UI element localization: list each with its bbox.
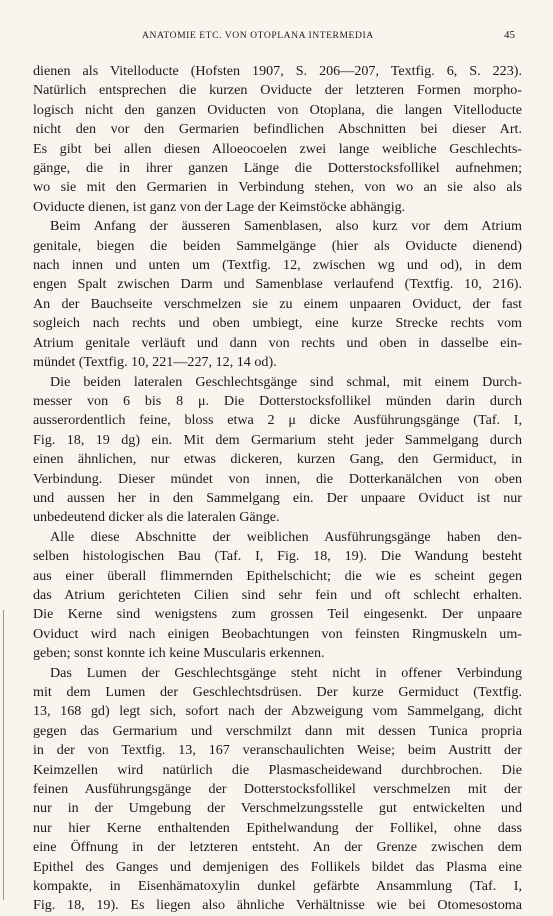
running-title: ANATOMIE ETC. VON OTOPLANA INTERMEDIA xyxy=(142,30,374,41)
text-line: das Atrium gerichteten Cilien sind sehr fein und oft schlecht erhalten. xyxy=(33,586,522,603)
text-line: Oviducte dienen, ist ganz von der Lage der Keimstöcke abhängig. xyxy=(33,198,406,215)
text-line: geben; sonst konnte ich keine Muscularis erkennen. xyxy=(33,645,325,662)
body-text xyxy=(33,62,522,916)
text-line: nur in der Umgebung der Verschmelzungsstelle gut entwickelten und xyxy=(33,800,522,817)
text-line: Die Kerne sind wenigstens zum grossen Teil eingesenkt. Der unpaare xyxy=(33,606,522,623)
text-line: An der Bauchseite verschmelzen sie zu einem unpaaren Oviduct, der fast xyxy=(33,295,522,312)
text-line: Es gibt bei allen diesen Alloeocoelen zwei lange weibliche Geschlechts- xyxy=(33,140,522,157)
text-line: nur hier Kerne enthaltenden Epithelwandung der Follikel, ohne dass xyxy=(33,819,522,836)
text-line: 13, 168 gd) legt sich, sofort nach der Abzweigung vom Sammelgang, dicht xyxy=(33,703,522,720)
text-line: in der von Textfig. 13, 167 veranschaulichten Weise; beim Austritt der xyxy=(33,742,522,759)
paragraph-4 xyxy=(33,528,522,664)
page-number: 45 xyxy=(504,29,515,41)
text-line: wo sie mit den Germarien in Verbindung stehen, von wo an sie also als xyxy=(33,179,522,196)
text-line: Fig. 18, 19). Es liegen also ähnliche Verhältnisse wie bei Otomesostoma xyxy=(33,897,522,914)
text-line: und aussen her in den Sammelgang ein. Der unpaare Oviduct ist nur xyxy=(33,489,522,506)
text-line: Keimzellen wird natürlich die Plasmascheidewand durchbrochen. Die xyxy=(33,761,522,778)
text-line: sogleich nach rechts und oben umbiegt, eine kurze Strecke rechts vom xyxy=(33,315,522,332)
text-line: ausserordentlich feine, bloss etwa 2 μ dicke Ausführungsgänge (Taf. I, xyxy=(33,412,522,429)
text-line: Epithel des Ganges und demjenigen des Follikels bildet das Plasma eine xyxy=(33,858,522,875)
paragraph-1 xyxy=(33,62,522,217)
text-line: feinen Ausführungsgänge der Dotterstocksfollikel verschmelzen mit der xyxy=(33,781,522,798)
paragraph-2 xyxy=(33,217,522,372)
text-line: Die beiden lateralen Geschlechtsgänge sind schmal, mit einem Durch- xyxy=(50,373,522,390)
text-line: mit dem Lumen der Geschlechtsdrüsen. Der kurze Germiduct (Textfig. xyxy=(33,684,522,700)
text-line: eine Öffnung in der letzteren entsteht. An der Grenze zwischen dem xyxy=(33,839,522,856)
text-line: Oviduct wird nach einigen Beobachtungen von feinsten Ringmuskeln um- xyxy=(33,625,522,642)
text-line: logisch nicht den ganzen Oviducten von Otoplana, die langen Vitelloducte xyxy=(33,101,522,118)
running-header xyxy=(32,30,515,46)
text-line: Fig. 18, 19 dg) ein. Mit dem Germarium steht jeder Sammelgang durch xyxy=(33,431,522,448)
text-line: einen ähnlichen, nur etwas dickeren, kurzen Gang, den Germiduct, in xyxy=(33,451,522,468)
text-line: genitale, biegen die beiden Sammelgänge (hier als Oviducte dienend) xyxy=(33,237,522,254)
text-line: Atrium genitale verläuft und dann von rechts und oben in dasselbe ein- xyxy=(33,334,522,351)
text-line: unbedeutend dicker als die lateralen Gänge. xyxy=(33,509,280,526)
text-line: aus einer überall flimmernden Epithelschicht; die wie es scheint gegen xyxy=(33,567,522,584)
text-line: Alle diese Abschnitte der weiblichen Ausführungsgänge haben den- xyxy=(50,528,522,545)
text-line: Beim Anfang der äusseren Samenblasen, also kurz vor dem Atrium xyxy=(50,218,522,235)
text-line: Das Lumen der Geschlechtsgänge steht nicht in offener Verbindung xyxy=(50,664,522,681)
text-line: nicht den vor den Germarien befindlichen Abschnitten bei dieser Art. xyxy=(33,121,522,138)
text-line: Verbindung. Dieser mündet von innen, die Dotterkanälchen von oben xyxy=(33,470,522,487)
text-line: nach innen und unten um (Textfig. 12, zwischen wg und od), in dem xyxy=(33,257,522,274)
text-line: dienen als Vitelloducte (Hofsten 1907, S. 206—207, Textfig. 6, S. 223). xyxy=(33,63,522,79)
text-line: mündet (Textfig. 10, 221—227, 12, 14 od). xyxy=(33,354,277,371)
margin-shadow-line xyxy=(3,610,4,900)
text-line: selben histologischen Bau (Taf. I, Fig. 18, 19). Die Wandung besteht xyxy=(33,548,522,565)
text-line: gegen das Germarium und verschmilzt dann mit dessen Tunica propria xyxy=(33,722,522,739)
text-line: messer von 6 bis 8 μ. Die Dotterstocksfollikel münden darin durch xyxy=(33,392,522,409)
text-line: Natürlich entsprechen die kurzen Oviducte der letzteren Formen morpho- xyxy=(33,82,522,99)
text-line: kompakte, in Eisenhämatoxylin dunkel gefärbte Ansammlung (Taf. I, xyxy=(33,878,522,895)
paragraph-5 xyxy=(33,664,522,916)
paragraph-3 xyxy=(33,373,522,528)
text-line: engen Spalt zwischen Darm und Samenblase verlaufend (Textfig. 10, 216). xyxy=(33,276,522,293)
text-line: gänge, die in ihrer ganzen Länge die Dotterstocksfollikel aufnehmen; xyxy=(33,160,522,177)
